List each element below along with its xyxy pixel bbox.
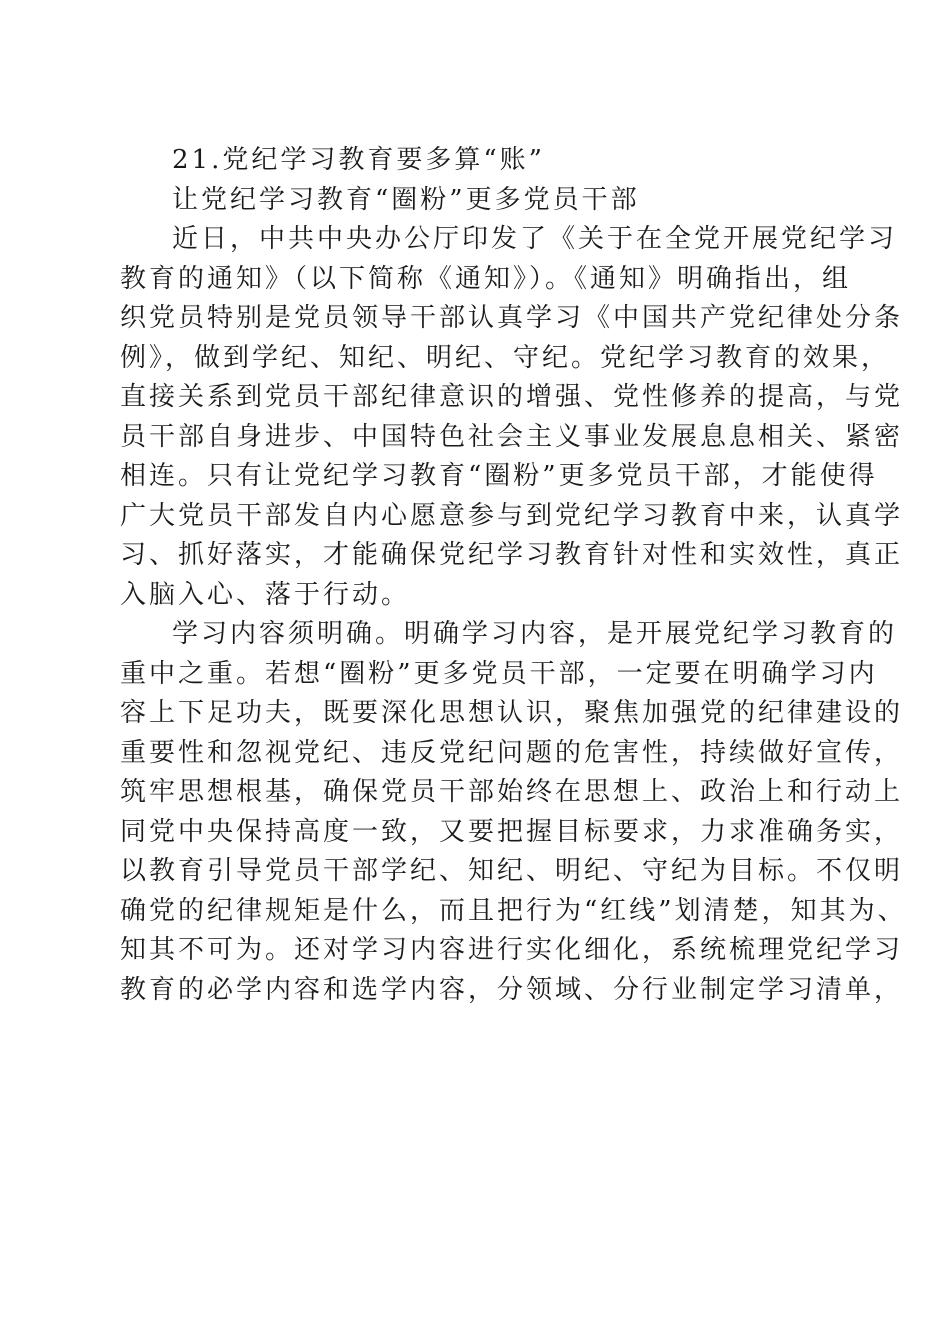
paragraph-2-line: 确党的纪律规矩是什么，而且把行为“红线”划清楚，知其为、 <box>120 895 907 926</box>
paragraph-1-line: 入脑入心、落于行动。 <box>120 579 411 610</box>
paragraph-1-line: 织党员特别是党员领导干部认真学习《中国共产党纪律处分条 <box>120 303 904 333</box>
paragraph-2-line: 同党中央保持高度一致，又要把握目标要求，力求准确务实， <box>120 816 904 847</box>
paragraph-2-line: 重要性和忽视党纪、违反党纪问题的危害性，持续做好宣传， <box>120 737 904 768</box>
paragraph-1-line: 近日，中共中央办公厅印发了《关于在全党开展党纪学习 <box>172 224 898 254</box>
article-heading: 21.党纪学习教育要多算“账” <box>172 145 545 175</box>
paragraph-1-line: 习、抓好落实，才能确保党纪学习教育针对性和实效性，真正 <box>120 540 904 570</box>
paragraph-1-line: 相连。只有让党纪学习教育“圈粉”更多党员干部，才能使得 <box>120 461 878 491</box>
paragraph-1-line: 例》，做到学纪、知纪、明纪、守纪。党纪学习教育的效果， <box>120 342 891 373</box>
paragraph-2-line: 重中之重。若想“圈粉”更多党员干部，一定要在明确学习内 <box>120 658 878 689</box>
article-subheading: 让党纪学习教育“圈粉”更多党员干部 <box>172 184 640 215</box>
document-body <box>120 141 907 1010</box>
paragraph-2-line: 学习内容须明确。明确学习内容，是开展党纪学习教育的 <box>172 619 898 649</box>
paragraph-2-line: 以教育引导党员干部学纪、知纪、明纪、守纪为目标。不仅明 <box>120 856 904 886</box>
paragraph-2-line: 教育的必学内容和选学内容，分领域、分行业制定学习清单， <box>120 974 904 1005</box>
paragraph-1-line: 教育的通知》（以下简称《通知》）。《通知》明确指出，组 <box>120 263 852 294</box>
paragraph-2-line: 容上下足功夫，既要深化思想认识，聚焦加强党的纪律建设的 <box>120 698 904 728</box>
paragraph-1-line: 员干部自身进步、中国特色社会主义事业发展息息相关、紧密 <box>120 421 904 452</box>
paragraph-2-line: 筑牢思想根基，确保党员干部始终在思想上、政治上和行动上 <box>120 777 904 807</box>
paragraph-1-line: 广大党员干部发自内心愿意参与到党纪学习教育中来，认真学 <box>120 500 904 531</box>
paragraph-1-line: 直接关系到党员干部纪律意识的增强、党性修养的提高，与党 <box>120 382 904 412</box>
paragraph-2-line: 知其不可为。还对学习内容进行实化细化，系统梳理党纪学习 <box>120 935 904 965</box>
